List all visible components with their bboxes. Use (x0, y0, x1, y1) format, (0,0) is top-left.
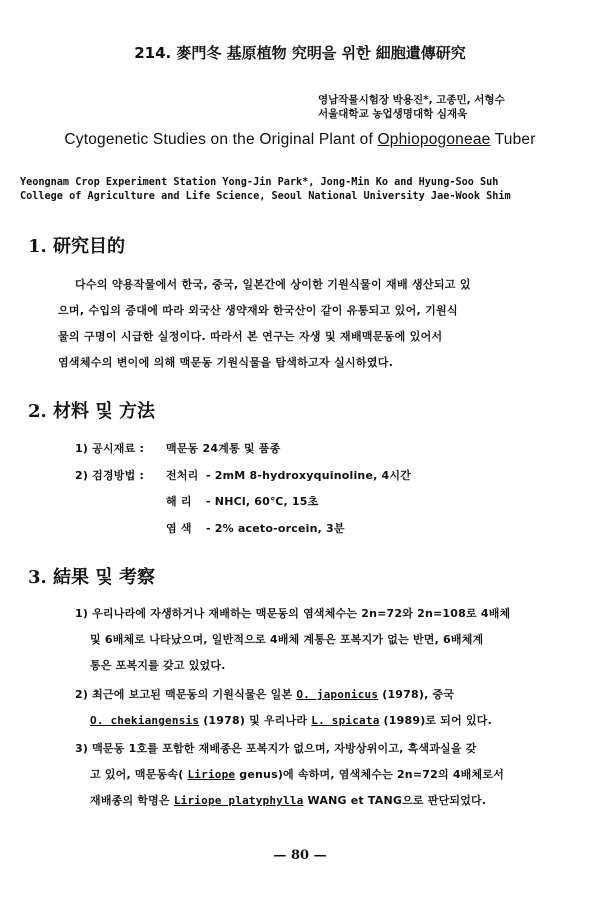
method-step-value: - 2mM 8-hydroxyquinoline, 4시간 (206, 469, 412, 482)
result-3-text: 재배종의 학명은 (90, 794, 174, 807)
section-1-heading: 1. 研究目的 (28, 236, 126, 257)
result-3-line-2 (90, 766, 504, 782)
species-name: O. japonicus (296, 688, 379, 701)
result-2-line-2 (90, 712, 492, 728)
method-step-name: 전처리 (166, 469, 199, 482)
section-1-line: 염색체수의 변이에 의해 맥문동 기원식물을 탐색하고자 실시하였다. (58, 356, 394, 369)
result-1-line: 1) 우리나라에 자생하거나 재배하는 맥문동의 염색체수는 2n=72와 2n=108로 4배체 (75, 607, 511, 620)
materials-label: 1) 공시재료 : (75, 442, 145, 455)
affiliation-line-2: 서울대학교 농업생명대학 심재욱 (318, 108, 468, 120)
method-step-value: - NHCl, 60℃, 15초 (206, 495, 319, 508)
result-3-line-3 (90, 792, 486, 808)
english-title-post: Tuber (494, 131, 536, 148)
authors-line-1: Yeongnam Crop Experiment Station Yong-Jin Park*, Jong-Min Ko and Hyung-Soo Suh (20, 177, 499, 188)
result-1-line: 및 6배체로 나타났으며, 일반적으로 4배체 계통은 포복지가 없는 반면, 6배체계 (90, 633, 484, 646)
species-name: O. chekiangensis (90, 714, 200, 727)
method-step-name: 해 리 (166, 495, 192, 508)
genus-name: Liriope (187, 768, 236, 781)
english-title-pre: Cytogenetic Studies on the Original Plant of (64, 131, 374, 148)
result-3-line-1: 3) 맥문동 1호를 포함한 재배종은 포복지가 없으며, 자방상위이고, 흑색과실을 갖 (75, 742, 477, 755)
species-name: L. spicata (311, 714, 380, 727)
result-2-text: (1989)로 되어 있다. (379, 714, 492, 727)
result-2-text: (1978) 및 우리나라 (199, 714, 312, 727)
result-2-text: (1978), 중국 (378, 688, 455, 701)
result-2-text: 2) 최근에 보고된 맥문동의 기원식물은 일본 (75, 688, 293, 701)
authors-line-2: College of Agriculture and Life Science, Seoul National University Jae-Wook Shim (20, 191, 511, 202)
section-1-line: 물의 구명이 시급한 실정이다. 따라서 본 연구는 자생 및 재배맥문동에 있어서 (58, 330, 443, 343)
species-name: Liriope platyphylla (173, 794, 304, 807)
english-title (0, 131, 600, 149)
materials-text: 맥문동 24계통 및 품종 (166, 442, 281, 455)
result-3-text: genus)에 속하며, 염색체수는 2n=72의 4배체로서 (235, 768, 504, 781)
result-3-text: WANG et TANG으로 판단되었다. (303, 794, 487, 807)
method-step-value: - 2% aceto-orcein, 3분 (206, 522, 345, 535)
section-1-line: 다수의 약용작물에서 한국, 중국, 일본간에 상이한 기원식물이 재배 생산되고 있 (75, 278, 471, 291)
paper-title: 214. 麥門冬 基原植物 究明을 위한 細胞遺傳研究 (134, 44, 466, 62)
section-1-line: 으며, 수입의 증대에 따라 외국산 생약재와 한국산이 같이 유통되고 있어, 기원식 (58, 304, 458, 317)
english-title-genus: Ophiopogoneae (377, 131, 491, 148)
result-1-line: 통은 포복지를 갖고 있었다. (90, 659, 226, 672)
section-3-heading: 3. 結果 및 考察 (28, 567, 155, 588)
section-2-heading: 2. 材料 및 方法 (28, 401, 155, 422)
result-2-line-1 (75, 686, 454, 702)
method-label: 2) 검경방법 : (75, 469, 145, 482)
affiliation-line-1: 영남작물시험장 박용진*, 고종민, 서형수 (318, 94, 505, 106)
page-number: — 80 — (273, 848, 327, 863)
method-step-name: 염 색 (166, 522, 192, 535)
result-3-text: 고 있어, 맥문동속( (90, 768, 184, 781)
